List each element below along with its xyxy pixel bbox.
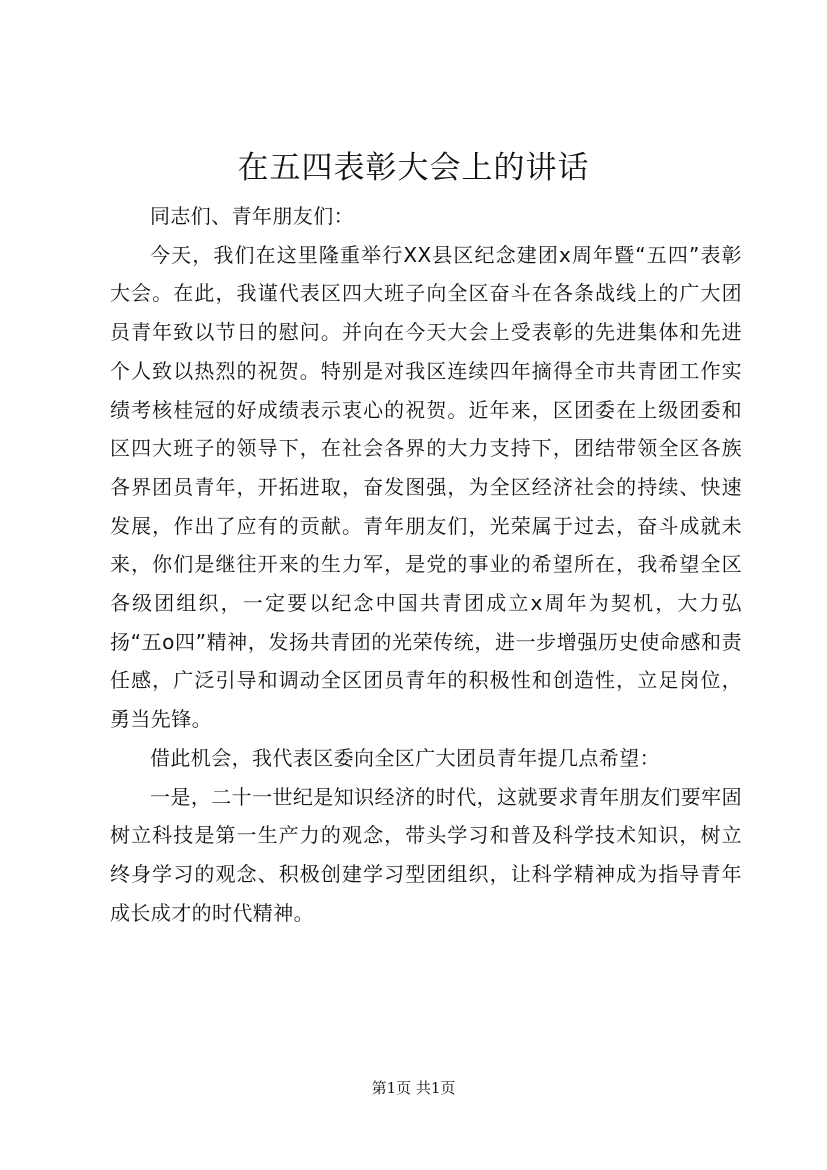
page-footer: 第1页 共1页 bbox=[371, 1079, 456, 1097]
document-title: 在五四表彰大会上的讲话 bbox=[237, 150, 590, 186]
document-body bbox=[110, 197, 742, 932]
paragraph-point-one: 一是，二十一世纪是知识经济的时代，这就要求青年朋友们要牢固树立科技是第一生产力的观念，带头学习和普及科学技术知识，树立终身学习的观念、积极创建学习型团组织，让科学精神成为指导青年成长成才的时代精神。 bbox=[110, 784, 742, 925]
paragraph-opening: 今天，我们在这里隆重举行XX县区纪念建团x周年暨“五四”表彰大会。在此，我谨代表区四大班子向全区奋斗在各条战线上的广大团员青年致以节日的慰问。并向在今天大会上受表彰的先进集体和先进个人致以热烈的祝贺。特别是对我区连续四年摘得全市共青团工作实绩考核桂冠的好成绩表示衷心的祝贺。近年来，区团委在上级团委和区四大班子的领导下，在社会各界的大力支持下，团结带领全区各族各界团员青年，开拓进取，奋发图强，为全区经济社会的持续、快速发展，作出了应有的贡献。青年朋友们，光荣属于过去，奋斗成就未来，你们是继往开来的生力军，是党的事业的希望所在，我希望全区各级团组织，一定要以纪念中国共青团成立x周年为契机，大力弘扬“五o四”精神，发扬共青团的光荣传统，进一步增强历史使命感和责任感，广泛引导和调动全区团员青年的积极性和创造性，立足岗位，勇当先锋。 bbox=[110, 242, 742, 732]
paragraph-hopes-intro: 借此机会，我代表区委向全区广大团员青年提几点希望： bbox=[150, 745, 660, 770]
paragraph-salutation: 同志们、青年朋友们： bbox=[150, 204, 354, 228]
